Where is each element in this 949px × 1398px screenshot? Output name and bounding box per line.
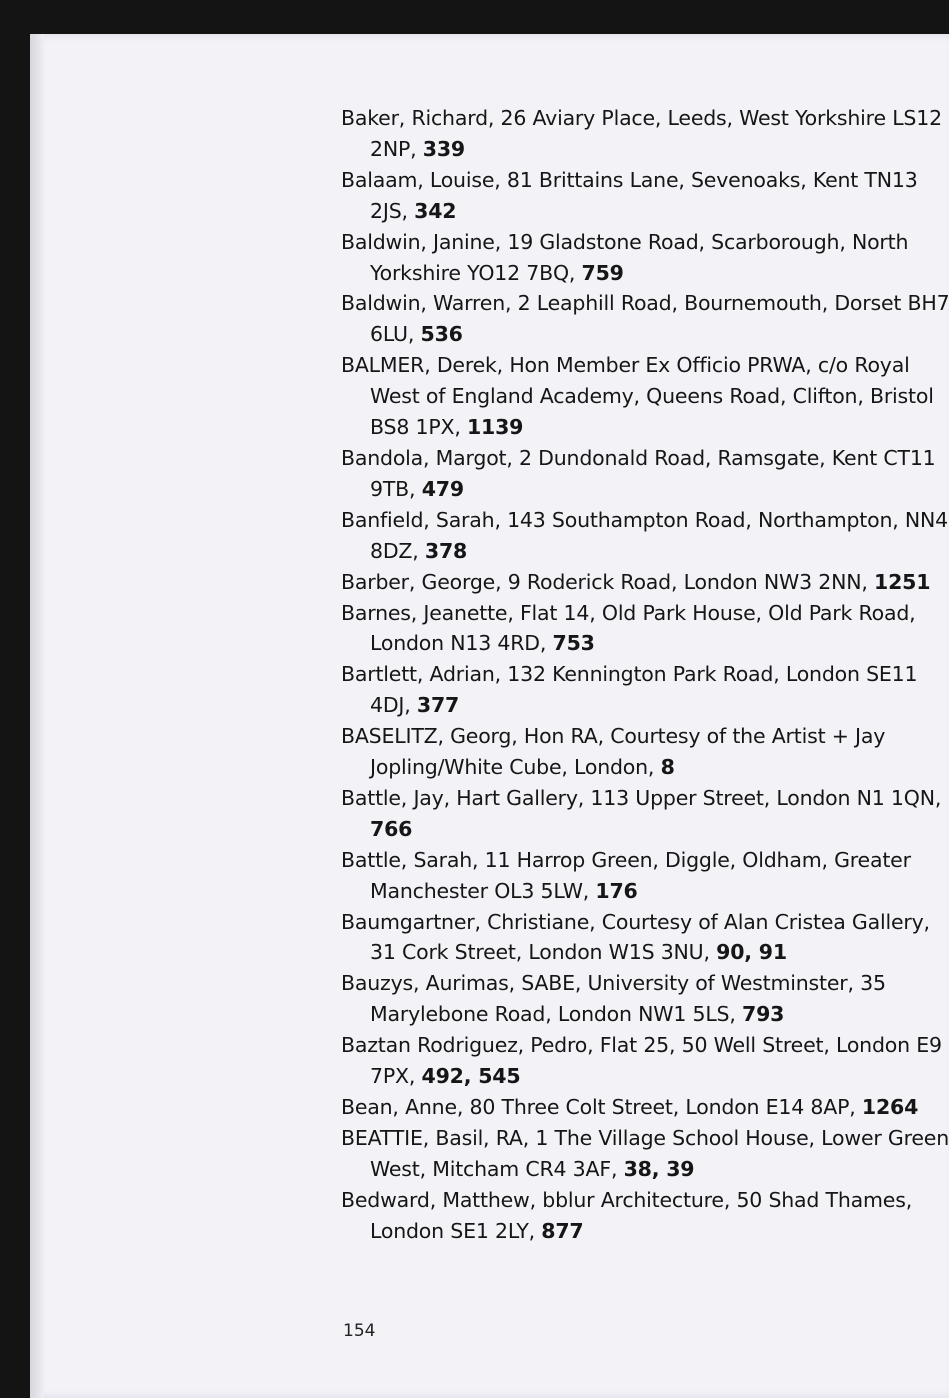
index-entry: Bandola, Margot, 2 Dundonald Road, Ramsgate, Kent CT11 9TB, 479 <box>341 445 936 501</box>
index-entry: Bartlett, Adrian, 132 Kennington Park Road, London SE11 4DJ, 377 <box>341 662 918 718</box>
index-entry: BASELITZ, Georg, Hon RA, Courtesy of the Artist + Jay Jopling/White Cube, London, 8 <box>341 724 886 780</box>
index-entry: Baker, Richard, 26 Aviary Place, Leeds, West Yorkshire LS12 2NP, 339 <box>341 106 942 161</box>
index-entry: Balaam, Louise, 81 Brittains Lane, Sevenoaks, Kent TN13 2JS, 342 <box>341 167 918 223</box>
index-entry: Banfield, Sarah, 143 Southampton Road, Northampton, NN4 8DZ, 378 <box>341 507 949 563</box>
page-number: 154 <box>343 1321 376 1341</box>
index-entry-list <box>341 103 949 1247</box>
index-entry: Baldwin, Janine, 19 Gladstone Road, Scarborough, North Yorkshire YO12 7BQ, 759 <box>341 229 909 285</box>
index-entry: BEATTIE, Basil, RA, 1 The Village School House, Lower Green West, Mitcham CR4 3AF, 38, 39 <box>341 1125 949 1181</box>
index-entry: Baldwin, Warren, 2 Leaphill Road, Bournemouth, Dorset BH7 6LU, 536 <box>341 291 949 347</box>
index-entry: Baztan Rodriguez, Pedro, Flat 25, 50 Well Street, London E9 7PX, 492, 545 <box>341 1033 942 1089</box>
index-entry: Barber, George, 9 Roderick Road, London NW3 2NN, 1251 <box>341 569 931 594</box>
index-entry: Baumgartner, Christiane, Courtesy of Alan Cristea Gallery, 31 Cork Street, London W1S 3NU, 90, 91 <box>341 909 930 965</box>
index-entry: Battle, Sarah, 11 Harrop Green, Diggle, Oldham, Greater Manchester OL3 5LW, 176 <box>341 847 911 903</box>
book-page <box>30 34 949 1398</box>
index-entry: Barnes, Jeanette, Flat 14, Old Park House, Old Park Road, London N13 4RD, 753 <box>341 600 916 656</box>
index-entry: Bean, Anne, 80 Three Colt Street, London E14 8AP, 1264 <box>341 1095 919 1119</box>
index-entry: Bedward, Matthew, bblur Architecture, 50 Shad Thames, London SE1 2LY, 877 <box>341 1187 913 1243</box>
index-entry: Bauzys, Aurimas, SABE, University of Westminster, 35 Marylebone Road, London NW1 5LS, 793 <box>341 971 886 1027</box>
index-entry: Battle, Jay, Hart Gallery, 113 Upper Street, London N1 1QN, 766 <box>341 785 942 841</box>
index-entry: BALMER, Derek, Hon Member Ex Officio PRWA, c/o Royal West of England Academy, Queens Road, Clifton, Bristol BS8 1PX, 1139 <box>341 353 934 440</box>
